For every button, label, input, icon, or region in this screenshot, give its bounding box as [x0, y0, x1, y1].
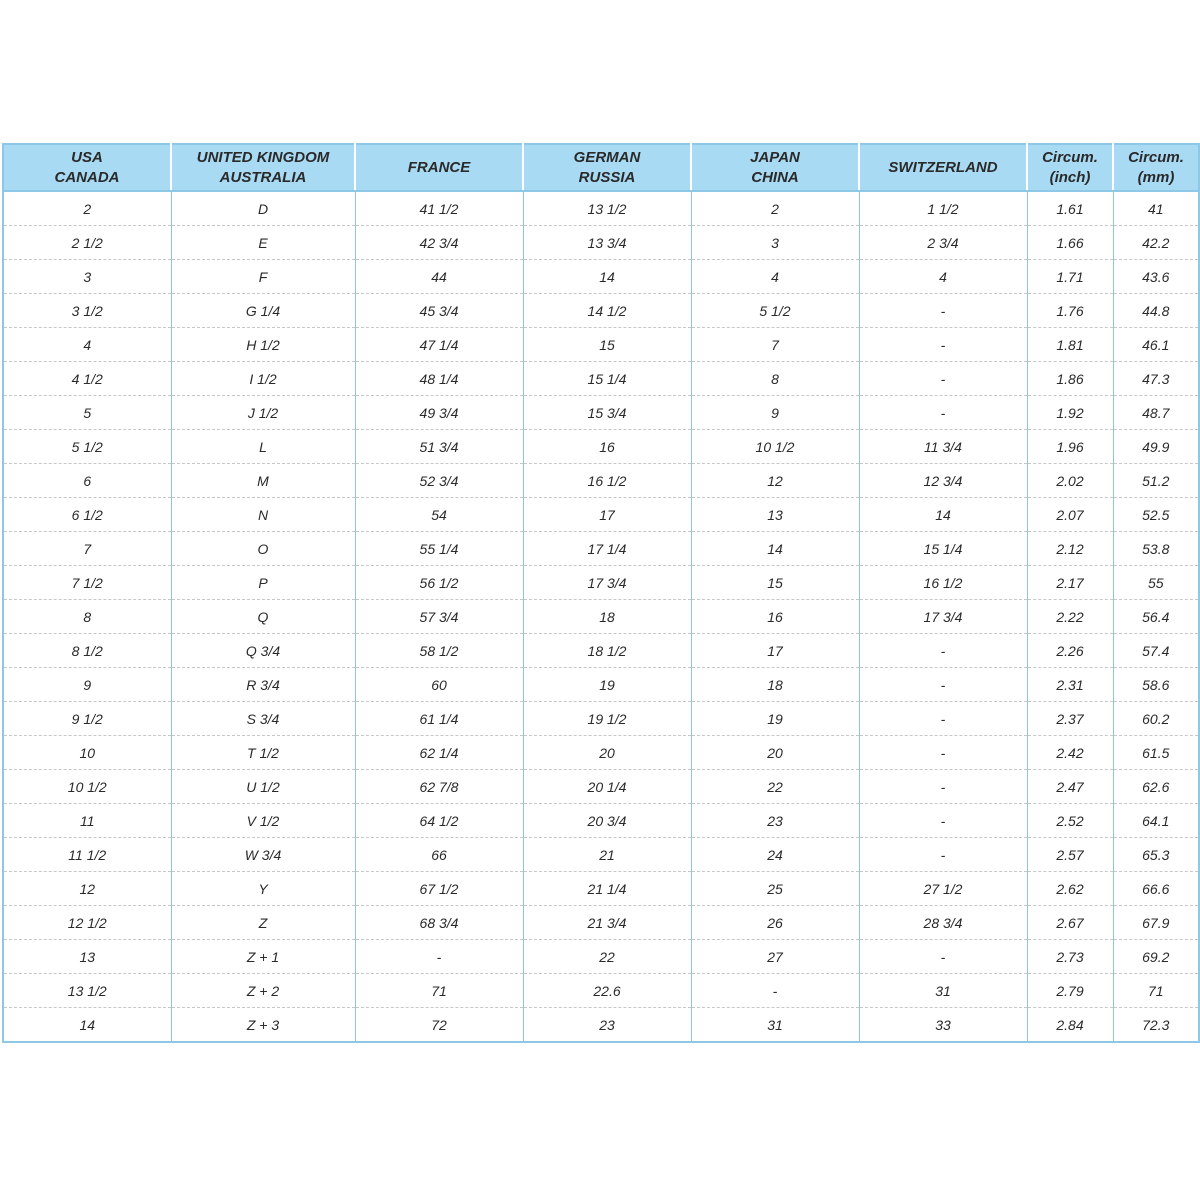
cell-switzerland: 15 1/4 [859, 532, 1027, 566]
cell-switzerland: - [859, 940, 1027, 974]
cell-usa-canada: 5 1/2 [3, 430, 171, 464]
cell-switzerland: 12 3/4 [859, 464, 1027, 498]
table-row [3, 362, 1199, 396]
cell-circum-mm: 49.9 [1113, 430, 1199, 464]
cell-circum-inch: 2.02 [1027, 464, 1113, 498]
cell-japan-china: 19 [691, 702, 859, 736]
cell-german-russia: 17 [523, 498, 691, 532]
cell-usa-canada: 3 [3, 260, 171, 294]
cell-circum-mm: 62.6 [1113, 770, 1199, 804]
cell-france: 47 1/4 [355, 328, 523, 362]
cell-circum-mm: 43.6 [1113, 260, 1199, 294]
cell-usa-canada: 10 [3, 736, 171, 770]
cell-uk-australia: T 1/2 [171, 736, 355, 770]
cell-german-russia: 20 1/4 [523, 770, 691, 804]
cell-japan-china: 13 [691, 498, 859, 532]
cell-uk-australia: G 1/4 [171, 294, 355, 328]
table-row [3, 191, 1199, 226]
cell-circum-inch: 2.17 [1027, 566, 1113, 600]
cell-german-russia: 13 1/2 [523, 191, 691, 226]
column-header-france [355, 144, 523, 191]
cell-circum-inch: 2.47 [1027, 770, 1113, 804]
cell-japan-china: 18 [691, 668, 859, 702]
cell-japan-china: 27 [691, 940, 859, 974]
cell-japan-china: 31 [691, 1008, 859, 1043]
cell-circum-mm: 44.8 [1113, 294, 1199, 328]
table-row [3, 838, 1199, 872]
cell-switzerland: 1 1/2 [859, 191, 1027, 226]
cell-uk-australia: R 3/4 [171, 668, 355, 702]
cell-circum-mm: 56.4 [1113, 600, 1199, 634]
cell-japan-china: 25 [691, 872, 859, 906]
cell-circum-mm: 61.5 [1113, 736, 1199, 770]
table-row [3, 566, 1199, 600]
cell-france: 64 1/2 [355, 804, 523, 838]
cell-switzerland: 14 [859, 498, 1027, 532]
table-row [3, 600, 1199, 634]
cell-france: 61 1/4 [355, 702, 523, 736]
cell-uk-australia: N [171, 498, 355, 532]
cell-usa-canada: 13 [3, 940, 171, 974]
table-row [3, 498, 1199, 532]
column-header-line: GERMAN [573, 148, 641, 166]
cell-france: 41 1/2 [355, 191, 523, 226]
cell-usa-canada: 4 [3, 328, 171, 362]
cell-usa-canada: 9 [3, 668, 171, 702]
cell-usa-canada: 14 [79, 1016, 96, 1033]
cell-france: 67 1/2 [355, 872, 523, 906]
cell-german-russia: 19 [523, 668, 691, 702]
cell-japan-china: 22 [691, 770, 859, 804]
column-header-circum-mm [1113, 144, 1199, 191]
table-row [3, 770, 1199, 804]
column-header-circum-inch [1027, 144, 1113, 191]
cell-france: 49 3/4 [355, 396, 523, 430]
cell-circum-inch: 1.76 [1027, 294, 1113, 328]
cell-german-russia: 16 [523, 430, 691, 464]
cell-switzerland: - [859, 770, 1027, 804]
table-row [3, 736, 1199, 770]
cell-uk-australia: Z + 3 [171, 1008, 355, 1043]
column-header-line: RUSSIA [578, 168, 636, 186]
cell-switzerland: 2 3/4 [859, 226, 1027, 260]
cell-german-russia: 20 3/4 [523, 804, 691, 838]
cell-japan-china: - [691, 974, 859, 1008]
cell-switzerland: 31 [859, 974, 1027, 1008]
cell-circum-mm: 66.6 [1113, 872, 1199, 906]
cell-switzerland: - [859, 804, 1027, 838]
cell-uk-australia: Z + 2 [171, 974, 355, 1008]
cell-usa-canada: 5 [3, 396, 171, 430]
cell-france: 55 1/4 [355, 532, 523, 566]
table-row [3, 974, 1199, 1008]
column-header-line: JAPAN [750, 148, 800, 166]
header-row [3, 144, 1199, 191]
cell-japan-china: 4 [691, 260, 859, 294]
cell-circum-inch: 1.66 [1027, 226, 1113, 260]
cell-uk-australia: O [171, 532, 355, 566]
cell-france: 58 1/2 [355, 634, 523, 668]
cell-uk-australia: W 3/4 [171, 838, 355, 872]
cell-switzerland: 17 3/4 [859, 600, 1027, 634]
cell-circum-inch: 2.42 [1027, 736, 1113, 770]
cell-german-russia: 18 1/2 [523, 634, 691, 668]
cell-circum-inch: 2.73 [1027, 940, 1113, 974]
cell-german-russia: 15 1/4 [523, 362, 691, 396]
column-header-line: Circum. [1042, 148, 1098, 166]
cell-france: 44 [355, 260, 523, 294]
table-row [3, 260, 1199, 294]
cell-circum-inch: 2.12 [1027, 532, 1113, 566]
cell-german-russia: 14 [523, 260, 691, 294]
cell-uk-australia: Q [171, 600, 355, 634]
column-header-german-russia [523, 144, 691, 191]
cell-usa-canada: 4 1/2 [3, 362, 171, 396]
cell-france: 71 [355, 974, 523, 1008]
cell-circum-mm: 47.3 [1113, 362, 1199, 396]
cell-japan-china: 14 [691, 532, 859, 566]
cell-japan-china: 9 [691, 396, 859, 430]
cell-switzerland: - [859, 294, 1027, 328]
table-row [3, 294, 1199, 328]
table-row [3, 702, 1199, 736]
cell-switzerland: 28 3/4 [859, 906, 1027, 940]
cell-uk-australia: U 1/2 [171, 770, 355, 804]
table-row [3, 940, 1199, 974]
table-row [3, 906, 1199, 940]
cell-switzerland: - [859, 328, 1027, 362]
cell-german-russia: 16 1/2 [523, 464, 691, 498]
cell-switzerland: - [859, 396, 1027, 430]
cell-usa-canada: 10 1/2 [3, 770, 171, 804]
table-row [3, 328, 1199, 362]
cell-circum-inch: 1.71 [1027, 260, 1113, 294]
cell-switzerland: 16 1/2 [859, 566, 1027, 600]
table-row [3, 804, 1199, 838]
column-header-japan-china [691, 144, 859, 191]
cell-circum-inch: 2.84 [1027, 1008, 1113, 1043]
cell-german-russia: 19 1/2 [523, 702, 691, 736]
column-header-line: CHINA [751, 168, 799, 186]
cell-german-russia: 15 [523, 328, 691, 362]
cell-japan-china: 12 [691, 464, 859, 498]
cell-switzerland: - [859, 634, 1027, 668]
cell-japan-china: 24 [691, 838, 859, 872]
cell-usa-canada: 7 [3, 532, 171, 566]
cell-german-russia: 13 3/4 [523, 226, 691, 260]
cell-uk-australia: L [171, 430, 355, 464]
cell-uk-australia: I 1/2 [171, 362, 355, 396]
cell-circum-inch: 1.86 [1027, 362, 1113, 396]
cell-japan-china: 3 [691, 226, 859, 260]
table-row [3, 430, 1199, 464]
cell-france: 66 [355, 838, 523, 872]
table-row [3, 532, 1199, 566]
cell-switzerland: - [859, 668, 1027, 702]
cell-france: 60 [355, 668, 523, 702]
cell-japan-china: 8 [691, 362, 859, 396]
cell-circum-mm: 51.2 [1113, 464, 1199, 498]
column-header-line: (mm) [1137, 168, 1175, 186]
cell-german-russia: 23 [523, 1008, 691, 1043]
cell-usa-canada: 7 1/2 [3, 566, 171, 600]
cell-usa-canada: 6 1/2 [3, 498, 171, 532]
cell-circum-mm: 58.6 [1113, 668, 1199, 702]
cell-circum-inch: 2.31 [1027, 668, 1113, 702]
cell-japan-china: 2 [691, 191, 859, 226]
cell-circum-inch: 2.37 [1027, 702, 1113, 736]
column-header-line: FRANCE [407, 158, 471, 176]
column-header-line: (inch) [1049, 168, 1091, 186]
column-header-switzerland [859, 144, 1027, 191]
cell-uk-australia: Z [171, 906, 355, 940]
column-header-line: Circum. [1128, 148, 1184, 166]
column-header-line: UNITED KINGDOM [196, 148, 330, 166]
cell-france: 52 3/4 [355, 464, 523, 498]
cell-switzerland: 4 [859, 260, 1027, 294]
cell-german-russia: 22.6 [523, 974, 691, 1008]
cell-japan-china: 17 [691, 634, 859, 668]
cell-france: 51 3/4 [355, 430, 523, 464]
cell-france: - [355, 940, 523, 974]
cell-german-russia: 21 1/4 [523, 872, 691, 906]
ring-size-chart-table [2, 143, 1200, 1043]
cell-usa-canada: 6 [3, 464, 171, 498]
table-header [3, 144, 1199, 191]
cell-japan-china: 23 [691, 804, 859, 838]
cell-circum-inch: 1.61 [1027, 191, 1113, 226]
column-header-usa-canada [3, 144, 171, 191]
cell-circum-mm: 48.7 [1113, 396, 1199, 430]
column-header-line: CANADA [54, 168, 120, 186]
cell-german-russia: 15 3/4 [523, 396, 691, 430]
table-row [3, 464, 1199, 498]
cell-japan-china: 16 [691, 600, 859, 634]
column-header-line: USA [71, 148, 103, 166]
cell-usa-canada: 12 [3, 872, 171, 906]
cell-switzerland: 33 [859, 1008, 1027, 1043]
cell-france: 57 3/4 [355, 600, 523, 634]
cell-circum-inch: 2.57 [1027, 838, 1113, 872]
cell-german-russia: 17 1/4 [523, 532, 691, 566]
cell-uk-australia: Q 3/4 [171, 634, 355, 668]
cell-uk-australia: H 1/2 [171, 328, 355, 362]
cell-circum-inch: 2.22 [1027, 600, 1113, 634]
table-row [3, 668, 1199, 702]
cell-uk-australia: S 3/4 [171, 702, 355, 736]
cell-circum-mm: 46.1 [1113, 328, 1199, 362]
cell-circum-inch: 2.07 [1027, 498, 1113, 532]
cell-france: 54 [355, 498, 523, 532]
table-row [3, 872, 1199, 906]
cell-uk-australia: P [171, 566, 355, 600]
cell-circum-inch: 1.92 [1027, 396, 1113, 430]
cell-france: 48 1/4 [355, 362, 523, 396]
column-header-uk-australia [171, 144, 355, 191]
cell-france: 56 1/2 [355, 566, 523, 600]
cell-circum-mm: 53.8 [1113, 532, 1199, 566]
cell-switzerland: 27 1/2 [859, 872, 1027, 906]
cell-japan-china: 20 [691, 736, 859, 770]
cell-german-russia: 18 [523, 600, 691, 634]
cell-circum-mm: 60.2 [1113, 702, 1199, 736]
cell-circum-mm: 64.1 [1113, 804, 1199, 838]
cell-circum-mm: 57.4 [1113, 634, 1199, 668]
cell-usa-canada: 2 [3, 191, 171, 226]
cell-german-russia: 22 [523, 940, 691, 974]
cell-japan-china: 15 [691, 566, 859, 600]
cell-circum-inch: 1.81 [1027, 328, 1113, 362]
cell-switzerland: - [859, 702, 1027, 736]
cell-switzerland: - [859, 736, 1027, 770]
cell-france: 72 [355, 1008, 523, 1043]
cell-france: 45 3/4 [355, 294, 523, 328]
cell-german-russia: 21 3/4 [523, 906, 691, 940]
cell-german-russia: 14 1/2 [523, 294, 691, 328]
cell-circum-mm: 52.5 [1113, 498, 1199, 532]
table-row [3, 396, 1199, 430]
cell-usa-canada: 9 1/2 [3, 702, 171, 736]
cell-usa-canada: 8 [3, 600, 171, 634]
table-body [3, 191, 1199, 1042]
cell-uk-australia: E [171, 226, 355, 260]
cell-circum-inch: 2.67 [1027, 906, 1113, 940]
cell-circum-mm: 69.2 [1113, 940, 1199, 974]
cell-uk-australia: D [171, 191, 355, 226]
table-row [3, 1008, 1199, 1043]
cell-uk-australia: Y [171, 872, 355, 906]
cell-switzerland: - [859, 838, 1027, 872]
cell-switzerland: 11 3/4 [859, 430, 1027, 464]
cell-usa-canada: 12 1/2 [3, 906, 171, 940]
cell-japan-china: 10 1/2 [691, 430, 859, 464]
cell-german-russia: 20 [523, 736, 691, 770]
column-header-line: AUSTRALIA [219, 168, 307, 186]
cell-switzerland: - [859, 362, 1027, 396]
cell-uk-australia: V 1/2 [171, 804, 355, 838]
cell-usa-canada: 13 1/2 [3, 974, 171, 1008]
cell-japan-china: 26 [691, 906, 859, 940]
cell-uk-australia: F [171, 260, 355, 294]
cell-circum-mm: 42.2 [1113, 226, 1199, 260]
cell-german-russia: 21 [523, 838, 691, 872]
cell-japan-china: 5 1/2 [691, 294, 859, 328]
cell-usa-canada: 2 1/2 [3, 226, 171, 260]
cell-circum-mm: 65.3 [1113, 838, 1199, 872]
cell-circum-mm: 72.3 [1113, 1008, 1199, 1043]
cell-uk-australia: Z + 1 [171, 940, 355, 974]
cell-circum-inch: 2.79 [1027, 974, 1113, 1008]
cell-circum-mm: 41 [1113, 191, 1199, 226]
cell-circum-mm: 67.9 [1113, 906, 1199, 940]
cell-usa-canada: 11 [3, 804, 171, 838]
cell-france: 68 3/4 [355, 906, 523, 940]
table-row [3, 634, 1199, 668]
cell-uk-australia: J 1/2 [171, 396, 355, 430]
cell-circum-inch: 1.96 [1027, 430, 1113, 464]
column-header-line: SWITZERLAND [888, 158, 998, 176]
cell-circum-inch: 2.62 [1027, 872, 1113, 906]
table-row [3, 226, 1199, 260]
cell-france: 62 7/8 [355, 770, 523, 804]
cell-german-russia: 17 3/4 [523, 566, 691, 600]
cell-france: 62 1/4 [355, 736, 523, 770]
cell-circum-mm: 71 [1113, 974, 1199, 1008]
cell-usa-canada: 8 1/2 [3, 634, 171, 668]
cell-uk-australia: M [171, 464, 355, 498]
cell-usa-canada: 11 1/2 [3, 838, 171, 872]
cell-circum-inch: 2.26 [1027, 634, 1113, 668]
cell-circum-inch: 2.52 [1027, 804, 1113, 838]
cell-usa-canada: 3 1/2 [3, 294, 171, 328]
cell-japan-china: 7 [691, 328, 859, 362]
cell-france: 42 3/4 [355, 226, 523, 260]
cell-circum-mm: 55 [1113, 566, 1199, 600]
